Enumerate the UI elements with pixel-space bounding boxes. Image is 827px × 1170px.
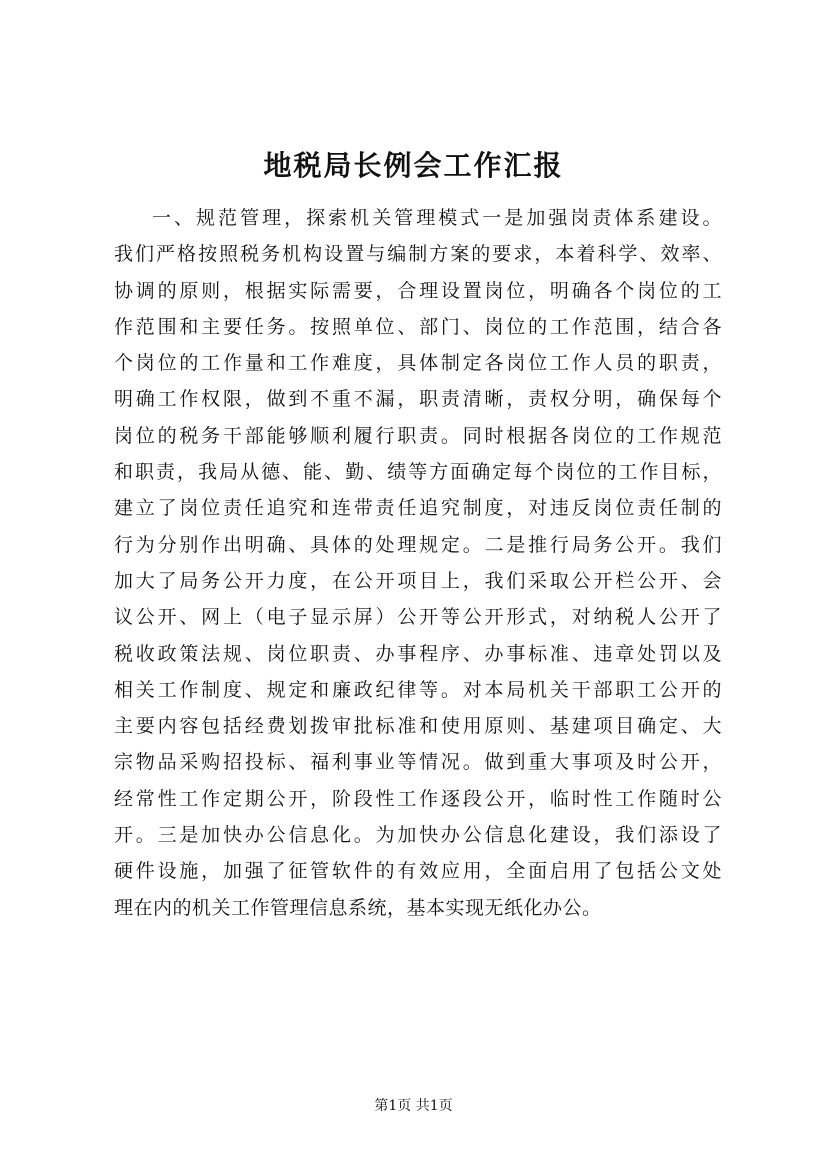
paragraph-line: 理在内的机关工作管理信息系统，基本实现无纸化办公。 (114, 896, 602, 919)
page-footer: 第1页 共1页 (374, 1098, 453, 1114)
document-body (114, 200, 722, 926)
paragraph-line: 作范围和主要任务。按照单位、部门、岗位的工作范围，结合各 (114, 315, 722, 338)
paragraph-line: 相关工作制度、规定和廉政纪律等。对本局机关干部职工公开的 (114, 678, 722, 701)
paragraph-line: 一、规范管理，探索机关管理模式一是加强岗责体系建设。 (152, 207, 722, 229)
paragraph-line: 和职责，我局从德、能、勤、绩等方面确定每个岗位的工作目标， (114, 461, 722, 484)
paragraph-line: 主要内容包括经费划拨审批标准和使用原则、基建项目确定、大 (114, 715, 722, 738)
paragraph-line: 岗位的税务干部能够顺利履行职责。同时根据各岗位的工作规范 (114, 424, 722, 447)
paragraph-line: 税收政策法规、岗位职责、办事程序、办事标准、违章处罚以及 (114, 642, 722, 665)
paragraph-line: 建立了岗位责任追究和连带责任追究制度，对违反岗位责任制的 (114, 497, 722, 520)
paragraph-line: 协调的原则，根据实际需要，合理设置岗位，明确各个岗位的工 (114, 279, 722, 302)
paragraph-line: 硬件设施，加强了征管软件的有效应用，全面启用了包括公文处 (114, 860, 722, 883)
paragraph-line: 议公开、网上（电子显示屏）公开等公开形式，对纳税人公开了 (114, 606, 722, 629)
paragraph-line: 明确工作权限，做到不重不漏，职责清晰，责权分明，确保每个 (114, 388, 722, 411)
paragraph-line: 行为分别作出明确、具体的处理规定。二是推行局务公开。我们 (114, 533, 722, 556)
paragraph-line: 经常性工作定期公开，阶段性工作逐段公开，临时性工作随时公 (114, 787, 722, 810)
paragraph-line: 宗物品采购招投标、福利事业等情况。做到重大事项及时公开， (114, 751, 722, 774)
document-title: 地税局长例会工作汇报 (263, 149, 564, 182)
paragraph-line: 开。三是加快办公信息化。为加快办公信息化建设，我们添设了 (114, 824, 722, 847)
paragraph-line: 加大了局务公开力度，在公开项目上，我们采取公开栏公开、会 (114, 569, 722, 592)
paragraph-line: 个岗位的工作量和工作难度，具体制定各岗位工作人员的职责， (114, 352, 722, 375)
paragraph-line: 我们严格按照税务机构设置与编制方案的要求，本着科学、效率、 (114, 243, 722, 266)
